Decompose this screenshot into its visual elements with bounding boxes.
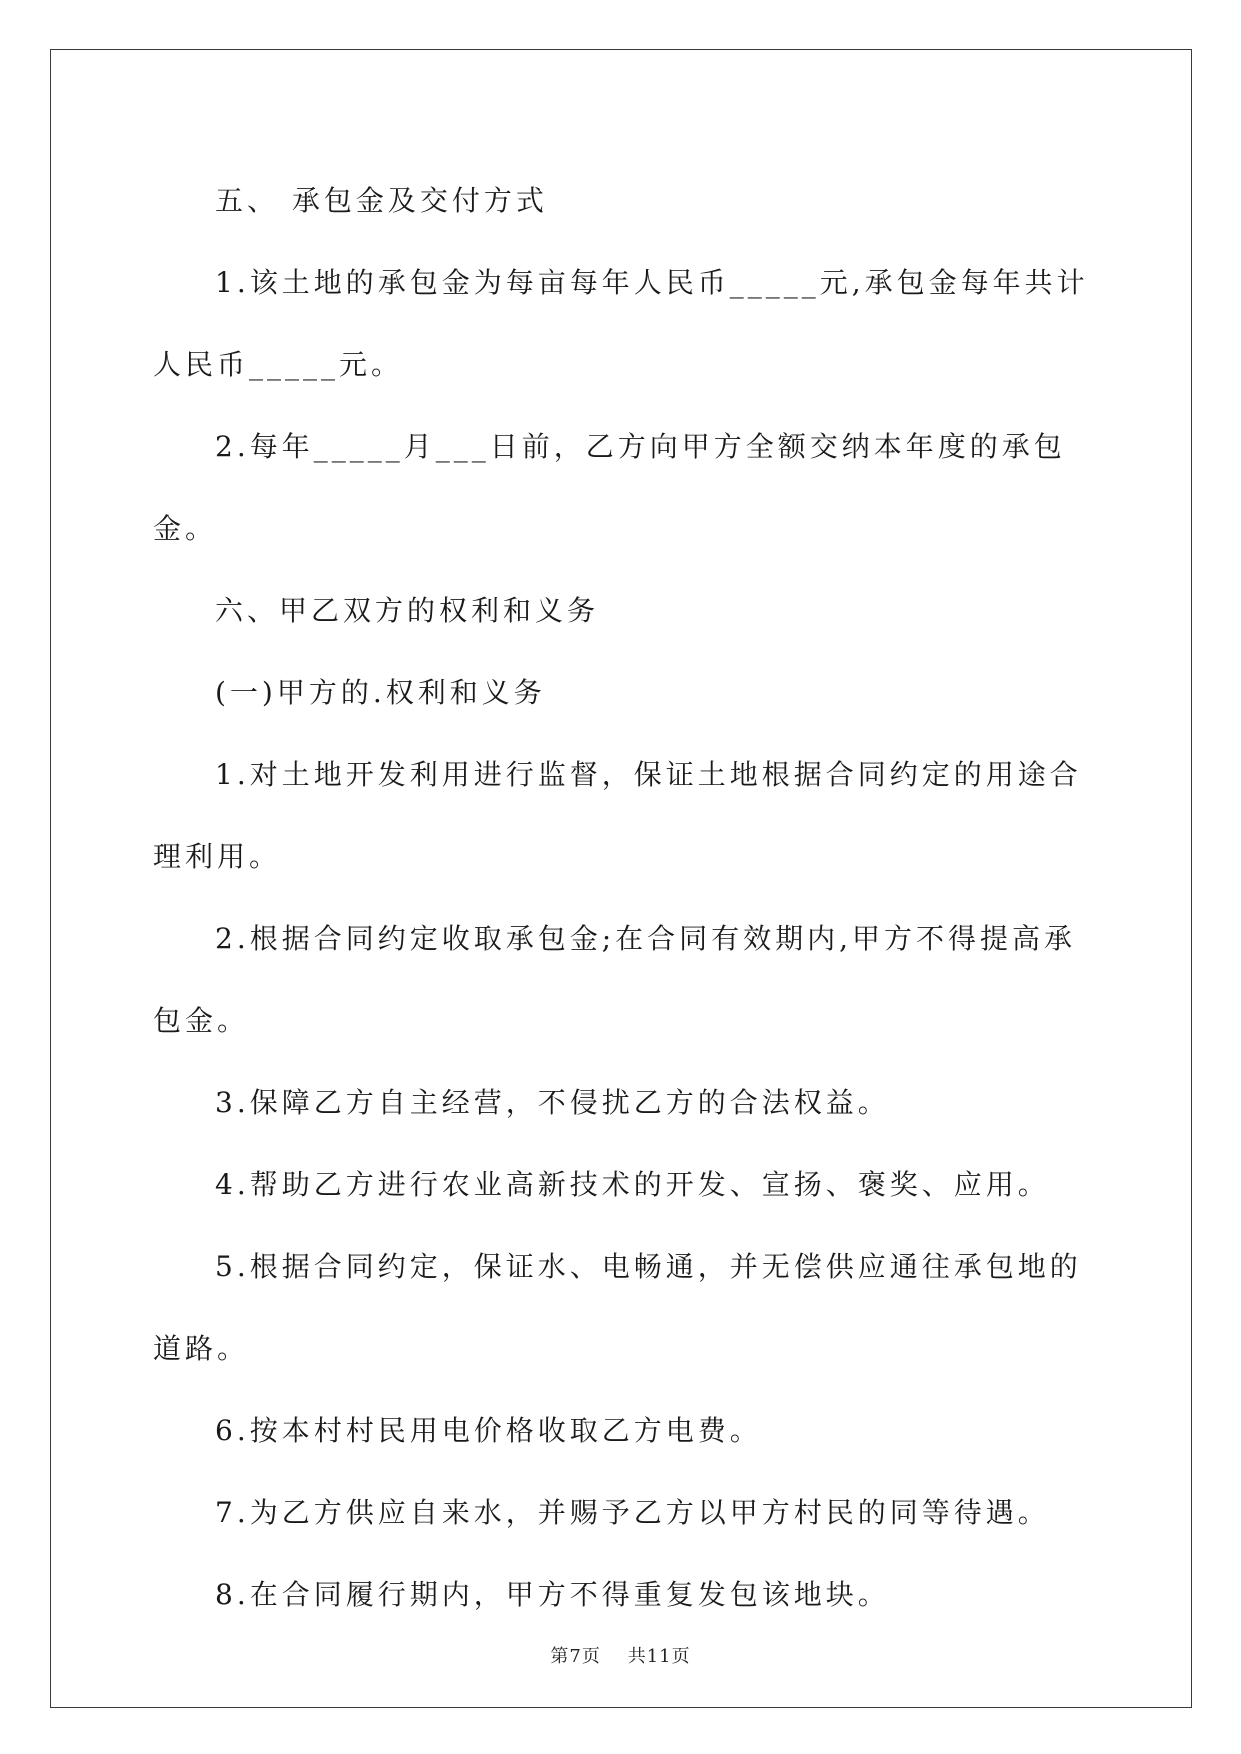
clause-paragraph: 5.根据合同约定，保证水、电畅通，并无偿供应通往承包地的道路。 [153,1250,1082,1365]
clause-paragraph: 2.每年_____月___日前，乙方向甲方全额交纳本年度的承包金。 [153,430,1066,545]
clause-paragraph: 3.保障乙方自主经营，不侵扰乙方的合法权益。 [215,1086,890,1119]
clause-paragraph: 1.该土地的承包金为每亩每年人民币_____元,承包金每年共计人民币_____元。 [153,266,1089,381]
section-heading-6: 六、甲乙双方的权利和义务 [215,594,600,627]
subsection-heading: (一)甲方的.权利和义务 [215,676,546,709]
page-total: 共11页 [627,1646,691,1667]
page-number: 第7页 [550,1646,601,1667]
clause-paragraph: 2.根据合同约定收取承包金;在合同有效期内,甲方不得提高承包金。 [153,922,1077,1037]
clause-paragraph: 7.为乙方供应自来水，并赐予乙方以甲方村民的同等待遇。 [215,1496,1050,1529]
clause-paragraph: 4.帮助乙方进行农业高新技术的开发、宣扬、褒奖、应用。 [215,1168,1050,1201]
document-body [153,160,1093,1636]
clause-paragraph: 1.对土地开发利用进行监督，保证土地根据合同约定的用途合理利用。 [153,758,1082,873]
clause-paragraph: 8.在合同履行期内，甲方不得重复发包该地块。 [215,1578,890,1611]
clause-paragraph: 6.按本村村民用电价格收取乙方电费。 [215,1414,762,1447]
section-heading-5: 五、 承包金及交付方式 [215,184,548,217]
page-footer [0,1642,1241,1668]
